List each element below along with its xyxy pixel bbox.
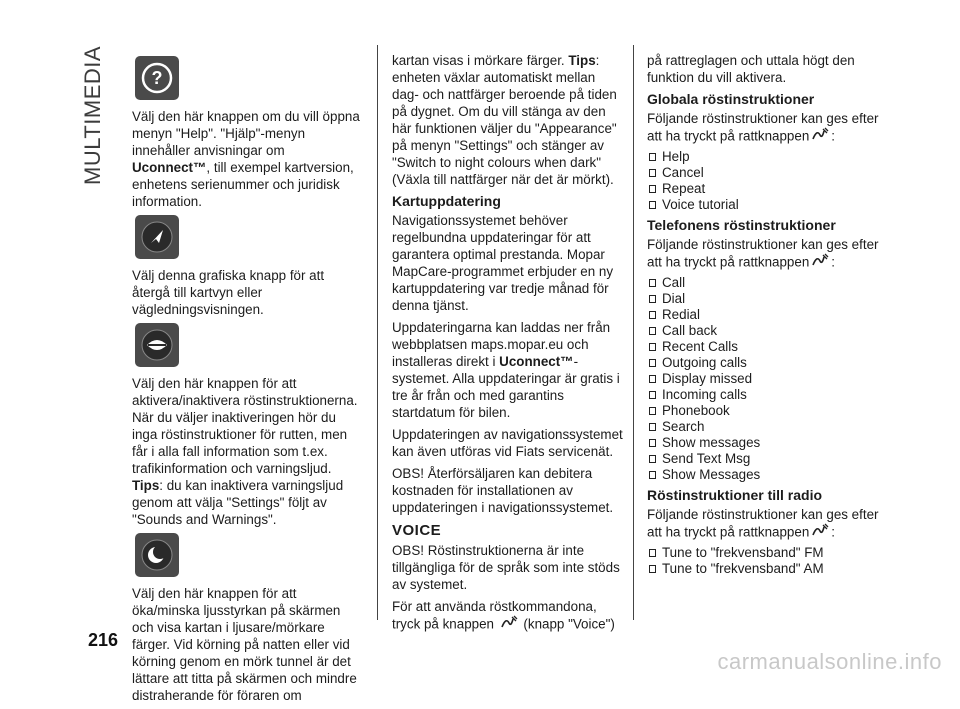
checkbox-icon: [649, 327, 656, 335]
heading-map-update: Kartuppdatering: [392, 193, 501, 209]
command-item: [647, 291, 881, 307]
command-label: Redial: [662, 307, 700, 322]
column-2: [392, 52, 624, 640]
phone-intro: Följande röstinstruktioner kan ges efter att ha tryckt på rattknappen :: [647, 236, 881, 273]
command-label: Cancel: [662, 165, 704, 180]
help-description: Välj den här knappen om du vill öppna menyn "Help". "Hjälp"-menyn innehåller anvisningar om Uconnect™, till exempel kartversion, enhetens serienummer och juridisk information.: [132, 109, 360, 209]
command-item: [647, 181, 881, 197]
checkbox-icon: [649, 439, 656, 447]
checkbox-icon: [649, 375, 656, 383]
command-item: [647, 403, 881, 419]
night-mode-icon: [135, 533, 179, 577]
night-mode-continued: kartan visas i mörkare färger. Tips: enheten växlar automatiskt mellan dag- och nattfärger beroende på tiden på dygnet. Om du vill stänga av den här funktionen väljer du "Appearance" på menyn "Settings" och stänger av "Switch to night colours when dark" (Växla till nattfärger när det är mörkt).: [392, 53, 617, 187]
command-item: [647, 371, 881, 387]
column-divider: [377, 45, 378, 620]
map-update-p4: OBS! Återförsäljaren kan debitera kostnaden för installationen av uppdateringen i navigationssystemet.: [392, 466, 614, 515]
command-label: Phonebook: [662, 403, 730, 418]
heading-radio-voice: Röstinstruktioner till radio: [647, 487, 823, 503]
checkbox-icon: [649, 343, 656, 351]
checkbox-icon: [649, 471, 656, 479]
page-number: 216: [88, 630, 119, 650]
global-command-list: [647, 149, 881, 213]
command-label: Dial: [662, 291, 686, 306]
command-item: [647, 387, 881, 403]
command-item: [647, 339, 881, 355]
command-item: [647, 355, 881, 371]
command-label: Tune to "frekvensband" AM: [662, 561, 824, 576]
checkbox-icon: [649, 295, 656, 303]
back-arrow-icon: [135, 215, 179, 259]
voice-button-icon: [811, 523, 829, 543]
back-description: Välj denna grafiska knapp för att återgå till kartvyn eller vägledningsvisningen.: [132, 268, 325, 317]
radio-intro: Följande röstinstruktioner kan ges efter att ha tryckt på rattknappen :: [647, 506, 881, 543]
checkbox-icon: [649, 169, 656, 177]
checkbox-icon: [649, 359, 656, 367]
command-item: [647, 149, 881, 165]
heading-global-voice: Globala röstinstruktioner: [647, 91, 815, 107]
heading-voice: VOICE: [392, 522, 442, 539]
column-1: [132, 52, 364, 709]
checkbox-icon: [649, 279, 656, 287]
checkbox-icon: [649, 549, 656, 557]
radio-command-list: [647, 545, 881, 577]
night-mode-description: Välj den här knappen för att öka/minska ljusstyrkan på skärmen och visa kartan i ljusare/mörkare färger. Vid körning på natten eller vid körning genom en mörk tunnel är det lättare att titta på skärmen och mindre distraherande för föraren om: [132, 586, 357, 703]
map-update-p1: Navigationssystemet behöver regelbundna uppdateringar för att garantera optimal prestanda. Mopar MapCare-programmet erbjuder en ny kartuppdatering var tredje månad för denna tjänst.: [392, 213, 614, 313]
checkbox-icon: [649, 565, 656, 573]
phone-command-list: [647, 275, 881, 483]
checkbox-icon: [649, 455, 656, 463]
command-item: [647, 275, 881, 291]
section-title: [80, 45, 110, 185]
command-item: [647, 165, 881, 181]
command-label: Show Messages: [662, 467, 761, 482]
command-label: Show messages: [662, 435, 761, 450]
command-item: [647, 323, 881, 339]
command-item: [647, 435, 881, 451]
map-update-p2: Uppdateringarna kan laddas ner från webbplatsen maps.mopar.eu och installeras direkt i Uconnect™-systemet. Alla uppdateringar är gratis i tre år från och med garantins startdatum för bilen.: [392, 320, 620, 420]
checkbox-icon: [649, 201, 656, 209]
section-title-text: MULTIMEDIA: [80, 45, 105, 185]
command-label: Call back: [662, 323, 718, 338]
checkbox-icon: [649, 391, 656, 399]
voice-p3: på rattreglagen och uttala högt den funktion du vill aktivera.: [647, 53, 855, 85]
voice-button-icon: [811, 127, 829, 147]
map-update-p3: Uppdateringen av navigationssystemet kan även utföras vid Fiats servicenät.: [392, 427, 623, 459]
checkbox-icon: [649, 185, 656, 193]
checkbox-icon: [649, 153, 656, 161]
voice-p1: OBS! Röstinstruktionerna är inte tillgängliga för de språk som inte stöds av systemet.: [392, 543, 620, 592]
command-label: Incoming calls: [662, 387, 747, 402]
command-label: Outgoing calls: [662, 355, 747, 370]
global-intro: Följande röstinstruktioner kan ges efter att ha tryckt på rattknappen :: [647, 110, 881, 147]
checkbox-icon: [649, 407, 656, 415]
command-label: Send Text Msg: [662, 451, 751, 466]
mute-description: Välj den här knappen för att aktivera/inaktivera röstinstruktionerna. När du väljer inaktiveringen hör du inga röstinstruktioner för rutten, men får i alla fall information som t.ex. trafikinformation och varningsljud. Tips: du kan inaktivera varningsljud genom att välja "Settings" följt av "Sounds and Warnings".: [132, 376, 358, 527]
command-label: Call: [662, 275, 686, 290]
command-label: Recent Calls: [662, 339, 738, 354]
column-divider: [633, 45, 634, 620]
command-item: [647, 561, 881, 577]
command-label: Display missed: [662, 371, 753, 386]
voice-button-icon: [811, 253, 829, 273]
checkbox-icon: [649, 423, 656, 431]
command-item: [647, 467, 881, 483]
command-item: [647, 545, 881, 561]
command-label: Tune to "frekvensband" FM: [662, 545, 824, 560]
command-label: Voice tutorial: [662, 197, 739, 212]
command-item: [647, 419, 881, 435]
column-3: [647, 52, 881, 581]
mute-voice-icon: [135, 323, 179, 367]
command-label: Help: [662, 149, 690, 164]
voice-button-icon: [500, 615, 518, 635]
heading-phone-voice: Telefonens röstinstruktioner: [647, 217, 836, 233]
command-label: Search: [662, 419, 705, 434]
command-item: [647, 451, 881, 467]
watermark: carmanualsonline.info: [717, 649, 942, 674]
svg-text:?: ?: [151, 68, 163, 88]
checkbox-icon: [649, 311, 656, 319]
command-label: Repeat: [662, 181, 706, 196]
command-item: [647, 197, 881, 213]
command-item: [647, 307, 881, 323]
voice-p2: För att använda röstkommandona, tryck på knappen (knapp "Voice"): [392, 598, 624, 635]
help-icon: [135, 56, 179, 100]
